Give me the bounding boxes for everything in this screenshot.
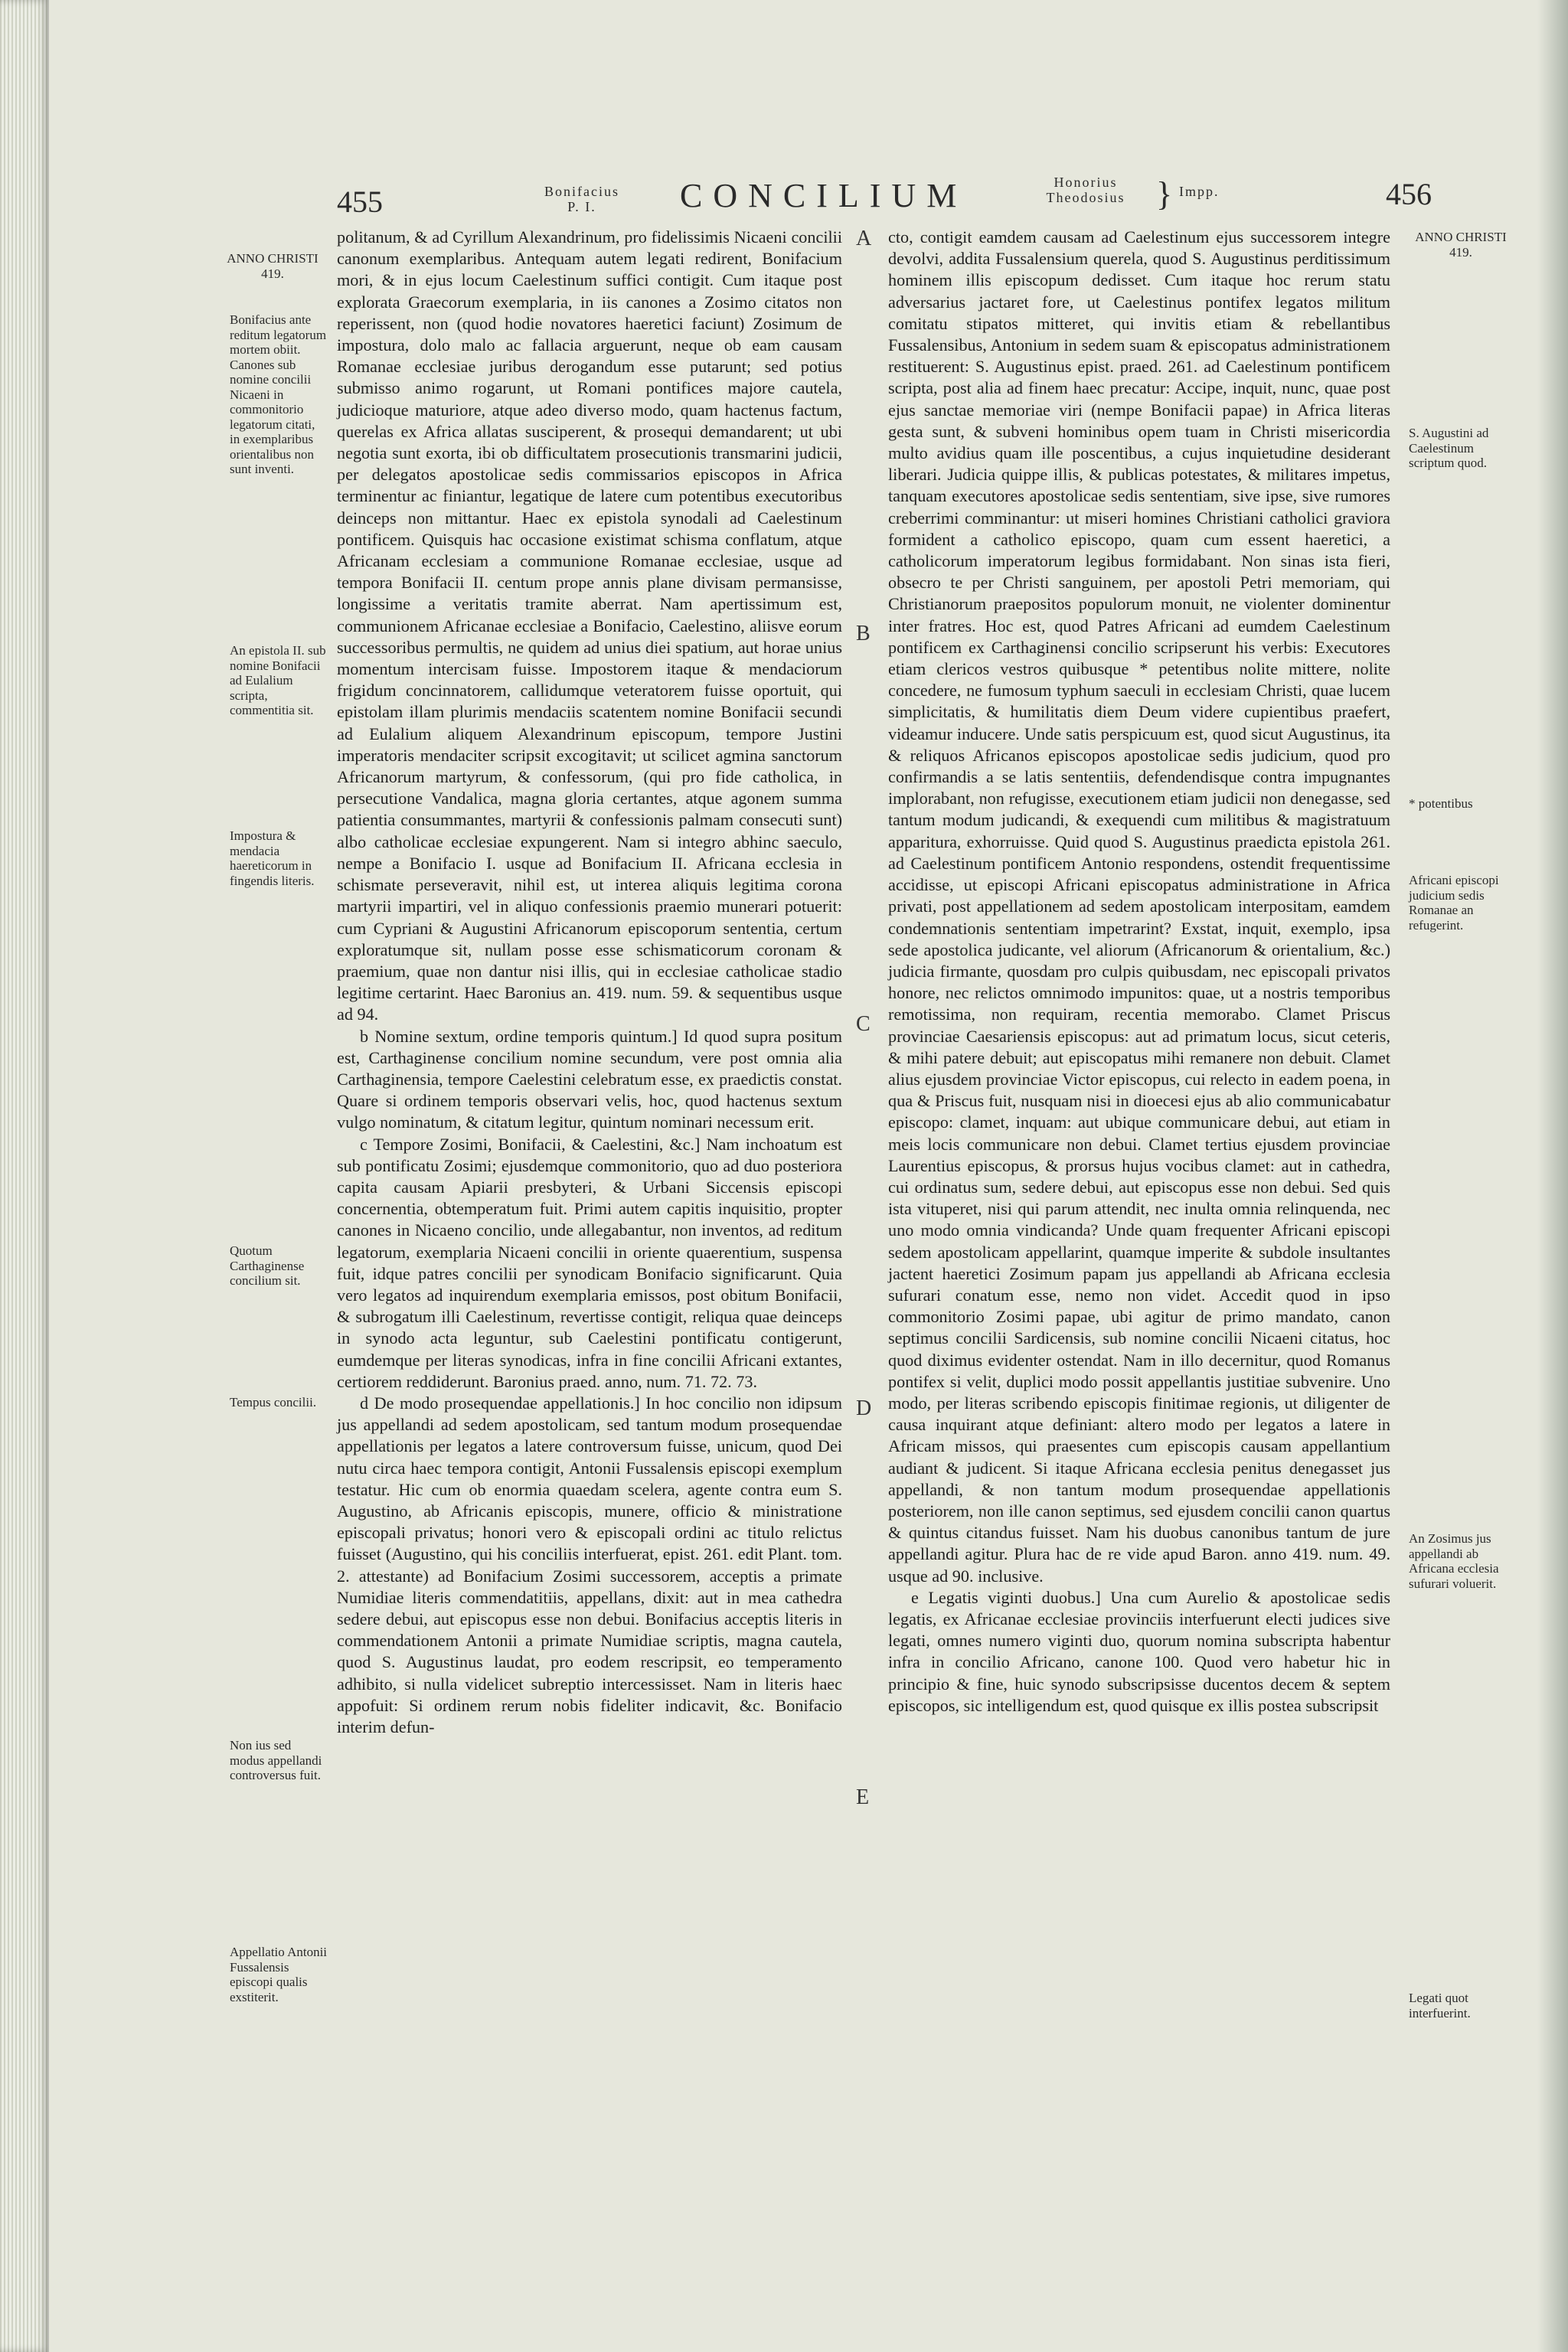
section-letter-e: E — [856, 1785, 870, 1809]
paragraph-left-a: politanum, & ad Cyrillum Alexandrinum, pro fidelissimis Nicaeni concilii canonum exemplaribus. Antequam autem legati redirent, Bonifacium mori, & in ejus locum Caelestinum suffici contigit. Cum itaque post explorata Graecorum exemplaria, in iis canones a Zosimo citatos non reperissent, non (quod hodie novatores haeretici faciunt) Zosimum de impostura, dolo malo ac fallacia arguerunt, neque ob eam causam Romanae ecclesiae juribus derogandum esse putarunt; sed potius submisso animo rogarunt, ut Romani pontifices majore cautela, judicioque maturiore, atque adeo diverso modo, quam hactenus factum, querelas ex Africa allatas susciperent, & prosequi demandarent; ut ubi negotia sunt exorta, ibi ob difficultatem prosecutionis transmarini judicii, per delegatos apostolicae sedis commissarios episcopos in Africa terminentur ac finiantur, legatique de latere cum potentibus executoribus deinceps non mittantur. Haec ex epistola synodali ad Caelestinum pontificem. Quisquis hac occasione existimat schisma conflatum, atque Africanam ecclesiam a communione Romanae ecclesiae, usque ad tempora Bonifacii II. centum prope annis plane divisam permansisse, longissime a veritatis tramite aberrat. Nam apertissimum est, communionem Africanae ecclesiae a Bonifacio, Caelestino, aliisve eorum successoribus permultis, ne quidem ad unius diei spatium, aut horae unius momentum intercisam fuisse. Impostorem itaque & mendaciorum frigidum concinnatorem, callidumque veteratorem fuisse oportuit, qui epistolam illam plurimis mendaciis scatentem nomine Bonifacii secundi ad Eulalium aliquem Alexandrinum episcopum, tempore Justini imperatoris mendaciter scripsit excogitavit; ut scilicet agmina sanctorum Africanorum martyrum, & confessorum, (qui pro fide catholica, in persecutione Vandalica, magna gloria certantes, atque agonem summa patientia consummantes, martyrii & confessionis palmam consecuti sunt) albo catholicae ecclesiae expungerent. Nam si integro abhinc saeculo, nempe a Bonifacio I. usque ad Bonifacium II. Africana ecclesia in schismate perseveravit, nihil est, ut interea aliquis legitima corona martyrii impartiri, vel in aliquo confessionis praemio munerari potuerit: cum Cypriani & Augustini Africanorum episcoporum sententia, certum exploratumque sit, nullam posse esse schismaticorum coronam & praemium, quae non dantur nisi illis, qui in ecclesiae catholicae stadio legitime certarint. Haec Baronius an. 419. num. 59. & sequentibus usque ad 94. — [337, 227, 842, 1024]
margin-note-left-7: Appellatio Antonii Fussalensis episcopi qualis exstiterit. — [230, 1945, 328, 2004]
margin-note-year-left: ANNO CHRISTI 419. — [227, 251, 318, 281]
page-stack-edge — [0, 0, 49, 2352]
margin-note-left-4: Quotum Carthaginense concilium sit. — [230, 1243, 305, 1288]
paragraph-right-a: cto, contigit eamdem causam ad Caelestinum ejus successorem integre devolvi, addita Fussalensium querela, quod S. Augustinus perditissimum hominem illis episcopum dedisset. Cum itaque hoc rerum statu adversarius jactaret fore, ut Caelestinus pontifex legatos militum comitatu stipatos mitteret, qui invitis etiam & rebellantibus Fussalensibus, Antonium in sedem suam & episcopatus administrationem restituerent: S. Augustinus epist. praed. 261. ad Caelestinum pontificem scripta, post alia ad finem haec precatur: Accipe, inquit, nunc, quae post ejus sanctae memoriae viri (nempe Bonifacii papae) in Africa literas gesta sunt, & subveni hominibus opem tuam in Christi misericordia multo avidius quam ille poscentibus, a cujus inquietudine desiderant liberari. Judicia quippe illis, & publicas potestates, & militares impetus, tanquam executores apostolicae sedis sententiam, sive ipse, sive rumores creberrimi comminantur: ut miseri homines Christiani catholici graviora formident a catholico episcopo, quam cum essent haeretici, a catholicorum imperatorum legibus formidabant. Non sinas ista fieri, obsecro te per Christi sanguinem, per apostoli Petri memoriam, qui Christianorum praepositos populorum monuit, ne violenter dominentur inter fratres. Hoc est, quod Patres Africani ad eumdem Caelestinum pontificem ex Carthaginensi concilio scripserunt his verbis: Executores etiam clericos vestros quibusque * petentibus nolite mittere, nolite concedere, ne fumosum typhum saeculi in ecclesiam Christi, quae lucem simplicitatis, & humilitatis diem Deum videre cupientibus praefert, videamur inducere. Unde satis perspicuum est, quod sicut Augustinus, ita & reliquos Africanos episcopos apostolicae sedis judicium, quod pro confirmandis a se latis sententiis, defendendisque contra impugnantes implorabant, non refugisse, executionem etiam judicii non denegasse, sed tantum modum judicandi, & exequendi cum militibus & magistratuum apparitura, exhorruisse. Quid quod S. Augustinus praedicta epistola 261. ad Caelestinum pontificem Antonio respondens, ostendit frequentissime accidisse, ut episcopi Africani episcopatus administratione in Africa privati, post appellationem ad sedem apostolicam interpositam, eamdem condemnationis sententiam impetrarint? Exstat, inquit, exemplo, ipsa sede apostolica judicante, vel aliorum (Africanorum & orientalium, &c.) judicia firmante, quosdam pro culpis quibusdam, nec episcopali privatos honore, nec relictos omnimodo impunitos: quae, ut a nostris temporibus remotissima, non requiram, recentia memorabo. Clamet Priscus provinciae Caesariensis episcopus: aut ad primatum locus, sicut ceteris, & mihi patere debuit; aut episcopatus mihi remanere non debuit. Clamet alius ejusdem provinciae Victor episcopus, cui relecto in eadem poena, in qua & Priscus fuit, nusquam nisi in dioecesi ejus ab alio communicabatur episcopo: clamet, inquam: aut ubique communicare debui, aut etiam in meis locis communicare non debui. Clamet tertius ejusdem provinciae Laurentius episcopus, & prorsus hujus vocibus clamet: aut in cathedra, cui ordinatus sum, sedere debui, aut episcopus esse non debui. Sed quis ista vituperet, nisi qui parum attendit, nec inulta omnia relinquenda, nec uno modo omnia vindicanda? Unde quam frequenter Africani episcopi sedem apostolicam appellarint, quamque imperite & subdole insultantes jactent haeretici Zosimum papam jus appellandi ab Africana ecclesia sufurari conatum esse, nemo non videt. Accedit quod in ipso commonitorio Zosimi papae, ubi agitur de primo mandato, canon septimus concilii Sardicensis, sub nomine concilii Nicaeni citatus, hoc quod diximus evidenter ostendat. Nam in illo decernitur, quod Romanus pontifex si velit, duplici modo possit appellantis justitiae subvenire. Uno modo, per literas scribendo episcopis finitimae regionis, ut diligenter de causa inquirant atque definiant: altero modo per legatos a latere in Africam missos, qui praesentes cum episcopis causam appellantium audiant & judicent. Si itaque Africana ecclesia penitus denegasset jus appellandi, & non tantum modum prosequendae appellationis posteriorem, non ille canon septimus, sed ejusdem concilii canon quartus & quintus citandus fuisset. Nam his duobus canonibus tantum de jure appellandi agitur. Plura hac de re vide apud Baron. anno 419. num. 49. usque ad 90. inclusive. — [888, 227, 1390, 1586]
paragraph-right-e: e Legatis viginti duobus.] Una cum Aurelio & apostolicae sedis legatis, ex Africanae ecclesiae provinciis interfuerunt electi judices sive legati, omnes numero viginti duo, quorum nomina subscripta habentur infra in concilio Africano, canone 100. Quod vero habetur hic in principio & fine, huic synodo subscripsisse ducentos decem & septem episcopos, sic intelligendum est, quod quisque ex illis postea subscripsit — [888, 1587, 1390, 1715]
section-letter-a: A — [856, 227, 872, 250]
page-title: CONCILIUM — [680, 177, 968, 214]
margin-note-right-3: Africani episcopi judicium sedis Romanae an refugerint. — [1409, 873, 1499, 933]
left-text-column — [337, 227, 842, 1738]
brace-glyph: } — [1156, 175, 1173, 213]
paragraph-left-b: b Nomine sextum, ordine temporis quintum.] Id quod supra positum est, Carthaginense concilium nomine secundum, vere post omnia alia Carthaginensia, tempore Caelestini celebratum esse, ex praedictis constat. Quare si ordinem temporis observari velis, hoc, quod hactenus sextum vulgo nominatum, & citatum legitur, quintum nominari necessum erit. — [337, 1026, 842, 1132]
running-head-right — [1024, 175, 1147, 205]
section-letter-b: B — [856, 622, 871, 645]
margin-note-right-5: Legati quot interfuerint. — [1409, 1991, 1471, 2020]
margin-note-left-5: Tempus concilii. — [230, 1395, 317, 1410]
margin-note-right-2: * potentibus — [1409, 796, 1473, 811]
running-head-left — [521, 184, 643, 214]
right-text-column — [888, 227, 1390, 1717]
margin-note-year-right: ANNO CHRISTI 419. — [1415, 230, 1507, 260]
margin-note-left-6: Non ius sed modus appellandi controversus fuit. — [230, 1738, 322, 1782]
running-head-right-line1: Honorius — [1054, 175, 1118, 190]
section-letter-d: D — [856, 1396, 872, 1420]
running-head-suffix: Impp. — [1179, 184, 1220, 199]
margin-note-right-4: An Zosimus jus appellandi ab Africana ecclesia sufurari voluerit. — [1409, 1531, 1499, 1591]
page-number-right: 456 — [1386, 177, 1432, 211]
page-shadow — [1537, 0, 1568, 2352]
section-letter-c: C — [856, 1012, 871, 1036]
paragraph-left-d: d De modo prosequendae appellationis.] In hoc concilio non idipsum jus appellandi ad sedem apostolicam, sed tantum modum prosequendae appellationis per legatos a latere controversum fuisse, unicum, quod Dei nutu circa haec tempora contigit, Antonii Fussalensis episcopi exemplum testatur. Hic cum ob enormia quaedam scelera, agente contra eum S. Augustino, ab Africanis episcopis, munere, officio & ministratione episcopali privatus; honori vero & episcopali ordini ac titulo relictus fuisset (Augustino, qui his conciliis interfuerat, epist. 261. edit Plant. tom. 2. attestante) ad Bonifacium Zosimi successorem, acceptis a primate Numidiae literis commendatitiis, appellans, dixit: aut in mea cathedra sedere debui, aut episcopus esse non debui. Bonifacius acceptis literis in commendationem Antonii a primate Numidiae scriptis, magna cautela, quod S. Augustinus laudat, pro eodem rescripsit, eo temperamento adhibito, si nulla videlicet subreptio intercessisset. Nam in literis haec appofuit: Si ordinem rerum nobis fideliter indicavit, &c. Bonifacio interim defun- — [337, 1393, 842, 1737]
margin-note-right-1: S. Augustini ad Caelestinum scriptum quod. — [1409, 426, 1489, 470]
running-head-left-line1: Bonifacius — [544, 184, 619, 199]
running-head-left-line2: P. I. — [567, 199, 596, 214]
page-number-left: 455 — [337, 185, 383, 219]
margin-note-left-3: Impostura & mendacia haereticorum in fingendis literis. — [230, 828, 315, 888]
paragraph-left-c: c Tempore Zosimi, Bonifacii, & Caelestini, &c.] Nam inchoatum est sub pontificatu Zosimi; ejusdemque commonitorio, quo ad duo posteriora capita causam Apiarii presbyteri, & Urbani Siccensis episcopi concernentia, obtemperatum fuit. Primi autem capitis inquisitio, propter canones in Nicaeno concilio, unde allegabantur, non inventos, ad reditum legatorum, exemplaria Nicaeni concilii in oriente quaerentium, suspensa fuit, idque patres concilii per synodicam Bonifacio significarunt. Quia vero legatos ad inquirendum exemplaria emissos, post obitum Bonifacii, & subrogatum illi Caelestinum, revertisse contigit, reliqua quae deinceps in synodo acta leguntur, sub Caelestini pontificatu contigerunt, eumdemque per literas synodicas, infra in fine concilii Africani extantes, certiorem reddiderunt. Baronius praed. anno, num. 71. 72. 73. — [337, 1134, 842, 1391]
running-head-right-line2: Theodosius — [1046, 190, 1125, 205]
margin-note-left-2: An epistola II. sub nomine Bonifacii ad Eulalium scripta, commentitia sit. — [230, 643, 326, 717]
margin-note-left-1: Bonifacius ante reditum legatorum mortem obiit. Canones sub nomine concilii Nicaeni in commonitorio legatorum citati, in exemplaribus orientalibus non sunt inventi. — [230, 312, 327, 476]
